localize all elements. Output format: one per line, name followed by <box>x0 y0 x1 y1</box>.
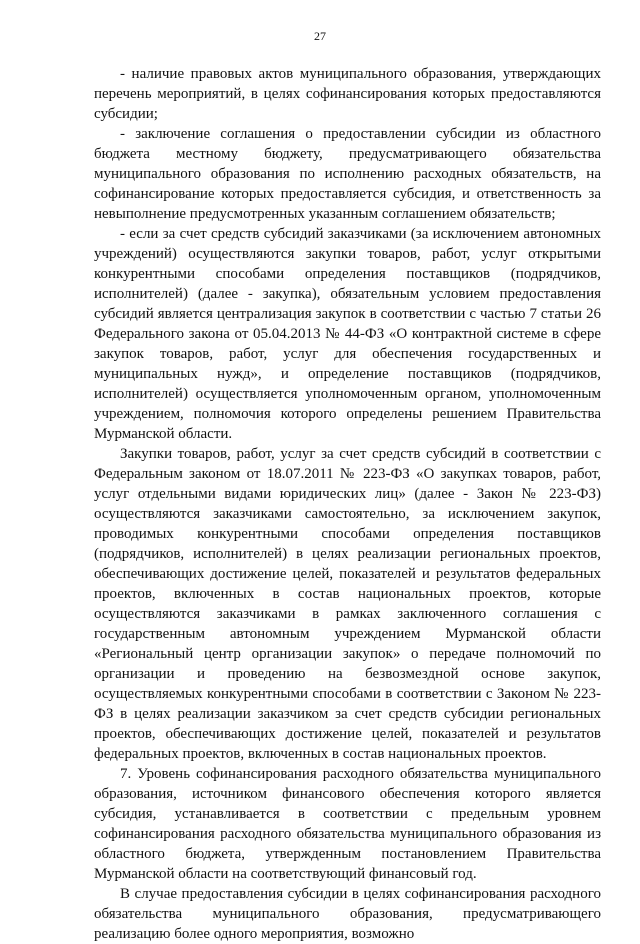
paragraph-multiple-measures: В случае предоставления субсидии в целях софинансирования расходного обязательства муниципального образования, предусматривающего реализацию более одного мероприятия, возможно <box>94 886 601 942</box>
paragraph-cofinancing-level: 7. Уровень софинансирования расходного обязательства муниципального образования, источником финансового обеспечения которого является субсидия, устанавливается в соответствии с предельным уровнем софинансирования расходного обязательства муниципального образования из областного бюджета, утвержденным постановлением Правительства Мурманской области на соответствующий финансовый год. <box>94 766 601 882</box>
paragraph-subsidy-agreement: - заключение соглашения о предоставлении субсидии из областного бюджета местному бюджету, предусматривающего обязательства муниципального образования по исполнению расходных обязательств, на софинансирование которых предоставляется субсидия, и ответственность за невыполнение предусмотренных указанным соглашением обязательств; <box>94 126 601 222</box>
paragraph-legal-acts: - наличие правовых актов муниципального образования, утверждающих перечень мероприятий, в целях софинансирования которых предоставляются субсидии; <box>94 66 601 122</box>
document-body <box>94 64 601 944</box>
paragraph-centralized-procurement: - если за счет средств субсидий заказчиками (за исключением автономных учреждений) осуществляются закупки товаров, работ, услуг открытыми конкурентными способами определения поставщиков (подрядчиков, исполнителей) (далее - закупка), обязательным условием предоставления субсидий является централизация закупок в соответствии с частью 7 статьи 26 Федерального закона от 05.04.2013 № 44-ФЗ «О контрактной системе в сфере закупок товаров, работ, услуг для обеспечения государственных и муниципальных нужд», и определение поставщиков (подрядчиков, исполнителей) осуществляется уполномоченным органом, уполномоченным учреждением, полномочия которого определены решением Правительства Мурманской области. <box>94 226 601 442</box>
page-number: 27 <box>314 29 326 43</box>
paragraph-procurement-223fz: Закупки товаров, работ, услуг за счет средств субсидий в соответствии с Федеральным законом от 18.07.2011 № 223-ФЗ «О закупках товаров, работ, услуг отдельными видами юридических лиц» (далее - Закон № 223-ФЗ) осуществляются заказчиками самостоятельно, за исключением закупок, проводимых конкурентными способами определения поставщиков (подрядчиков, исполнителей) в целях реализации региональных проектов, обеспечивающих достижение целей, показателей и результатов федеральных проектов, включенных в состав национальных проектов, которые осуществляются заказчиками в рамках заключенного соглашения с государственным автономным учреждением Мурманской области «Региональный центр организации закупок» о передаче полномочий по организации и проведению на безвозмездной основе закупок, осуществляемых конкурентными способами в соответствии с Законом № 223-ФЗ в целях реализации заказчиком за счет средств субсидии региональных проектов, обеспечивающих достижение целей, показателей и результатов федеральных проектов, включенных в состав национальных проектов. <box>94 446 601 762</box>
